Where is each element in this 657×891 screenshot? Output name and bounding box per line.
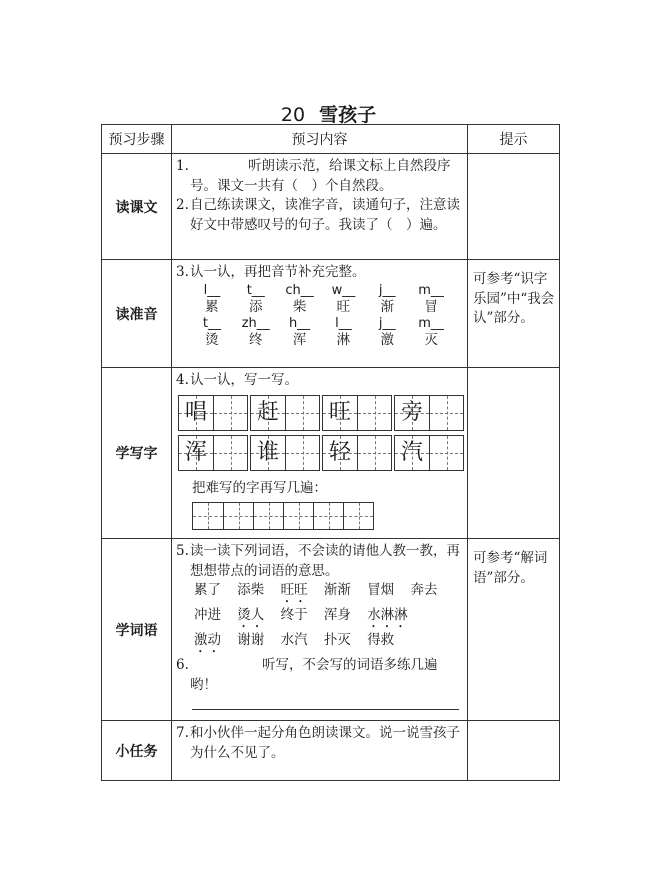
item-3-number: 3. [176,264,189,280]
item-6-number: 6. [176,657,189,673]
extra-practice-grid [192,502,374,530]
content-read-sound [172,260,468,368]
tian-cell-model: 唱 [179,396,213,430]
word: 终于 [280,607,308,623]
item-5-number: 5. [176,543,189,559]
item-1-number: 1. [176,158,189,174]
practice-cell[interactable] [313,503,343,529]
tian-cell-model: 旁 [395,396,429,430]
header-row [102,125,560,154]
tian-cell-blank[interactable] [285,436,319,470]
tian-cell-blank[interactable] [213,436,247,470]
lesson-title: 雪孩子 [319,104,377,126]
hanzi: 冒 [424,298,438,315]
tian-cell-blank[interactable] [357,436,391,470]
words-row-2 [194,606,463,631]
words-row-1 [194,581,463,606]
word: 奔去 [410,582,438,598]
practice-cell[interactable] [193,503,223,529]
pinyin-blank[interactable]: h__ [288,315,311,331]
tian-pair [178,395,248,431]
word: 得救 [367,632,395,648]
word: 扑灭 [323,632,351,648]
tian-cell-blank[interactable] [213,396,247,430]
word: 添柴 [237,582,265,598]
hanzi: 浑 [292,331,307,348]
step-task: 小任务 [102,721,172,781]
practice-cell[interactable] [283,503,313,529]
pinyin-blank[interactable]: ch__ [285,282,314,298]
row-read-text [102,154,560,260]
hanzi: 渐 [380,298,394,315]
tian-cell-model: 谁 [251,436,285,470]
pinyin-blank[interactable]: zh__ [241,315,270,331]
item-4-number: 4. [176,372,189,388]
word-dotted: 旺旺 [280,582,308,598]
item-2 [176,196,463,235]
hanzi: 柴 [292,298,307,315]
tian-cell-model: 轻 [323,436,357,470]
content-read-text [172,154,468,260]
practice-cell[interactable] [253,503,283,529]
preview-table [101,124,560,781]
item-6 [176,656,463,695]
pinyin-blank[interactable]: m__ [418,282,444,298]
tian-pair [322,435,392,471]
tian-cell-model: 旺 [323,396,357,430]
item-1 [176,157,463,196]
practice-cell[interactable] [343,503,373,529]
item-7-text: 和小伙伴一起分角色朗读课文。说一说雪孩子为什么不见了。 [190,725,460,761]
pinyin-row-1 [190,283,453,316]
tian-grid-row-2 [178,435,463,471]
tian-pair [394,435,464,471]
tian-cell-model: 浑 [179,436,213,470]
tian-cell-model: 汽 [395,436,429,470]
dictation-line[interactable] [192,709,459,710]
item-7-number: 7. [176,725,189,741]
row-task [102,721,560,781]
tip-read-sound: 可参考“识字乐园”中“我会认”部分。 [468,260,560,368]
hanzi: 激 [380,331,394,348]
word: 累了 [194,582,221,598]
tian-pair [322,395,392,431]
hanzi: 终 [248,331,263,348]
hanzi: 烫 [205,331,219,348]
content-write-chars [172,368,468,539]
pinyin-blank[interactable]: w__ [331,282,356,298]
item-2-text: 自己练读课文，读准字音，读通句子，注意读好文中带感叹号的句子。我读了（ ）遍。 [190,197,460,233]
hanzi: 旺 [336,298,351,315]
word: 浑身 [323,607,351,623]
row-learn-words [102,539,560,721]
pinyin-blank[interactable]: j__ [378,315,396,331]
tip-learn-words: 可参考“解词语”部分。 [468,539,560,721]
item-5-text: 读一读下列词语，不会读的请他人教一教，再想想带点的词语的意思。 [190,543,460,579]
word: 水汽 [280,632,308,648]
words-row-3 [194,631,463,656]
row-read-sound [102,260,560,368]
tip-write-chars [468,368,560,539]
step-write-chars: 学写字 [102,368,172,539]
item-6-text: 听写，不会写的词语多练几遍哟！ [190,657,438,693]
pinyin-blank[interactable]: t__ [202,315,221,331]
pinyin-blank[interactable]: m__ [418,315,444,331]
content-learn-words [172,539,468,721]
tip-read-text [468,154,560,260]
lesson-number: 20 [280,104,306,126]
header-content: 预习内容 [172,125,468,154]
word: 冒烟 [367,582,395,598]
pinyin-row-2 [190,316,453,349]
tian-pair [250,395,320,431]
hanzi: 累 [205,298,219,315]
item-4 [176,371,463,391]
extra-practice-label: 把难写的字再写几遍： [192,479,327,496]
header-step: 预习步骤 [102,125,172,154]
practice-cell[interactable] [223,503,253,529]
step-read-sound: 读准音 [102,260,172,368]
item-5 [176,542,463,581]
word: 冲进 [194,607,221,623]
tian-cell-blank[interactable] [285,396,319,430]
item-3-text: 认一认，再把音节补充完整。 [190,264,366,280]
word-dotted: 烫人 [237,607,265,623]
tip-task [468,721,560,781]
pinyin-blank[interactable]: t__ [246,282,265,298]
item-4-text: 认一认，写一写。 [190,372,298,388]
row-write-chars [102,368,560,539]
pinyin-blank[interactable]: l__ [335,315,352,331]
hanzi: 添 [248,298,263,315]
hanzi: 淋 [336,331,351,348]
item-7 [176,724,463,763]
item-3 [176,263,463,283]
tian-pair [178,435,248,471]
page-title [0,100,657,127]
step-learn-words: 学词语 [102,539,172,721]
content-task [172,721,468,781]
header-tip: 提示 [468,125,560,154]
tian-pair [394,395,464,431]
item-2-number: 2. [176,197,189,213]
pinyin-blank[interactable]: l__ [203,282,221,298]
tian-cell-blank[interactable] [357,396,391,430]
tian-cell-model: 赶 [251,396,285,430]
word: 谢谢 [237,632,265,648]
hanzi: 灭 [424,331,438,348]
tian-cell-blank[interactable] [429,396,463,430]
pinyin-blank[interactable]: j__ [378,282,396,298]
step-read-text: 读课文 [102,154,172,260]
tian-pair [250,435,320,471]
word: 渐渐 [323,582,351,598]
word-dotted: 激动 [194,632,221,648]
tian-cell-blank[interactable] [429,436,463,470]
item-1-text: 听朗读示范，给课文标上自然段序号。课文一共有（ ）个自然段。 [190,158,451,194]
word-dotted: 水淋淋 [367,607,408,623]
tian-grid-row-1 [178,395,463,431]
